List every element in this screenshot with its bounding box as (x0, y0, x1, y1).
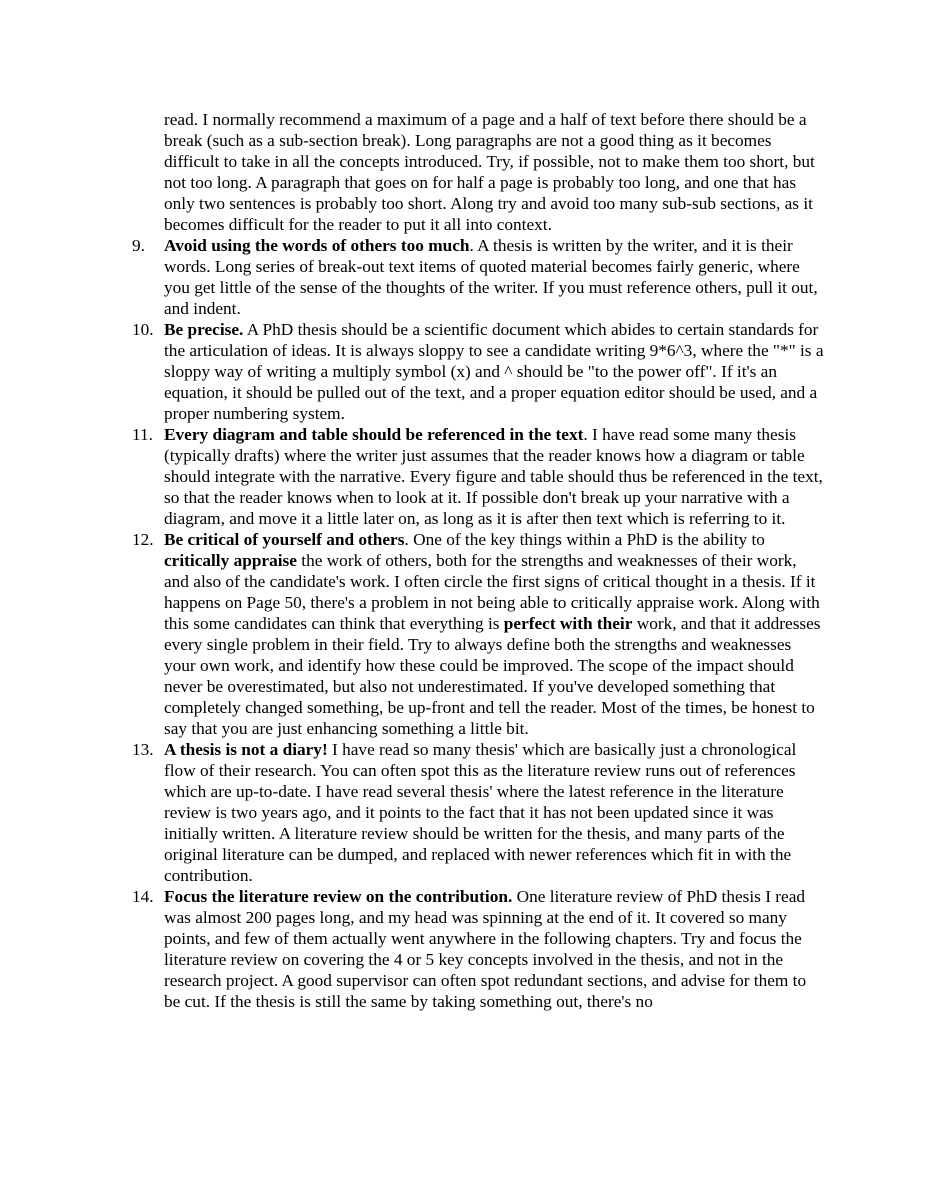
item-text: work, and that it addresses every single problem in their field. Try to always define both the strengths and weaknesses your own work, and identify how these could be improved. The scope of the impact should never be overestimated, but also not underestimated. If you've developed something that completely changed something, be up-front and tell the reader. Most of the times, be honest to say that you are just enhancing something a little bit. (164, 614, 821, 738)
list-item-12 (132, 529, 824, 739)
list-item-10 (132, 319, 824, 424)
item-heading: Be critical of yourself and others (164, 530, 405, 549)
item-text: . One of the key things within a PhD is the ability to (404, 530, 765, 549)
item-text: A PhD thesis should be a scientific document which abides to certain standards for the articulation of ideas. It is always sloppy to see a candidate writing 9*6^3, where the "*" is a sloppy way of writing a multiply symbol (x) and ^ should be "to the power off". If it's an equation, it should be pulled out of the text, and a proper equation editor should be used, and a proper numbering system. (164, 320, 824, 423)
item-heading: Be precise. (164, 320, 244, 339)
list-number: 13. (132, 740, 154, 759)
paragraph-continuation: read. I normally recommend a maximum of a page and a half of text before there should be a break (such as a sub-section break). Long paragraphs are not a good thing as it becomes difficult to take in all the concepts introduced. Try, if possible, not to make them too short, but not too long. A paragraph that goes on for half a page is probably too long, and one that has only two sentences is probably too short. Along try and avoid too many sub-sub sections, as it becomes difficult for the reader to put it all into context. (164, 110, 815, 234)
item-heading: A thesis is not a diary! (164, 740, 328, 759)
item-emphasis: critically appraise (164, 551, 297, 570)
item-text: One literature review of PhD thesis I read was almost 200 pages long, and my head was spinning at the end of it. It covered so many points, and few of them actually went anywhere in the following chapters. Try and focus the literature review on covering the 4 or 5 key concepts involved in the thesis, and not in the research project. A good supervisor can often spot redundant sections, and advise for them to be cut. If the thesis is still the same by taking something out, there's no (164, 887, 807, 1011)
item-text: . I have read some many thesis (typically drafts) where the writer just assumes that the reader knows how a diagram or table should integrate with the narrative. Every figure and table should thus be referenced in the text, so that the reader knows when to look at it. If possible don't break up your narrative with a diagram, and move it a little later on, as long as it is after then text which is referring to it. (164, 425, 823, 528)
item-text: I have read so many thesis' which are basically just a chronological flow of their research. You can often spot this as the literature review runs out of references which are up-to-date. I have read several thesis' where the latest reference in the literature review is two years ago, and it points to the fact that it has not been updated since it was initially written. A literature review should be written for the thesis, and many parts of the original literature can be dumped, and replaced with newer references which fit in with the contribution. (164, 740, 797, 885)
list-item-14 (132, 886, 824, 1012)
numbered-list (132, 235, 824, 1012)
list-number: 9. (132, 236, 145, 255)
item-emphasis: perfect with their (503, 614, 633, 633)
list-item-13 (132, 739, 824, 886)
list-item-9 (132, 235, 824, 319)
list-number: 14. (132, 887, 154, 906)
item-text: . A thesis is written by the writer, and it is their words. Long series of break-out text items of quoted material becomes fairly generic, where you get little of the sense of the thoughts of the writer. If you must reference others, pull it out, and indent. (164, 236, 818, 318)
list-number: 11. (132, 425, 153, 444)
list-item-11 (132, 424, 824, 529)
item-heading: Focus the literature review on the contribution. (164, 887, 513, 906)
item-text: the work of others, both for the strengths and weaknesses of their work, and also of the candidate's work. I often circle the first signs of critical thought in a thesis. If it happens on Page 50, there's a problem in not being able to critically appraise work. Along with this some candidates can think that everything is (164, 551, 820, 633)
list-number: 12. (132, 530, 154, 549)
item-heading: Every diagram and table should be referenced in the text (164, 425, 584, 444)
item-heading: Avoid using the words of others too much (164, 236, 470, 255)
list-number: 10. (132, 320, 154, 339)
